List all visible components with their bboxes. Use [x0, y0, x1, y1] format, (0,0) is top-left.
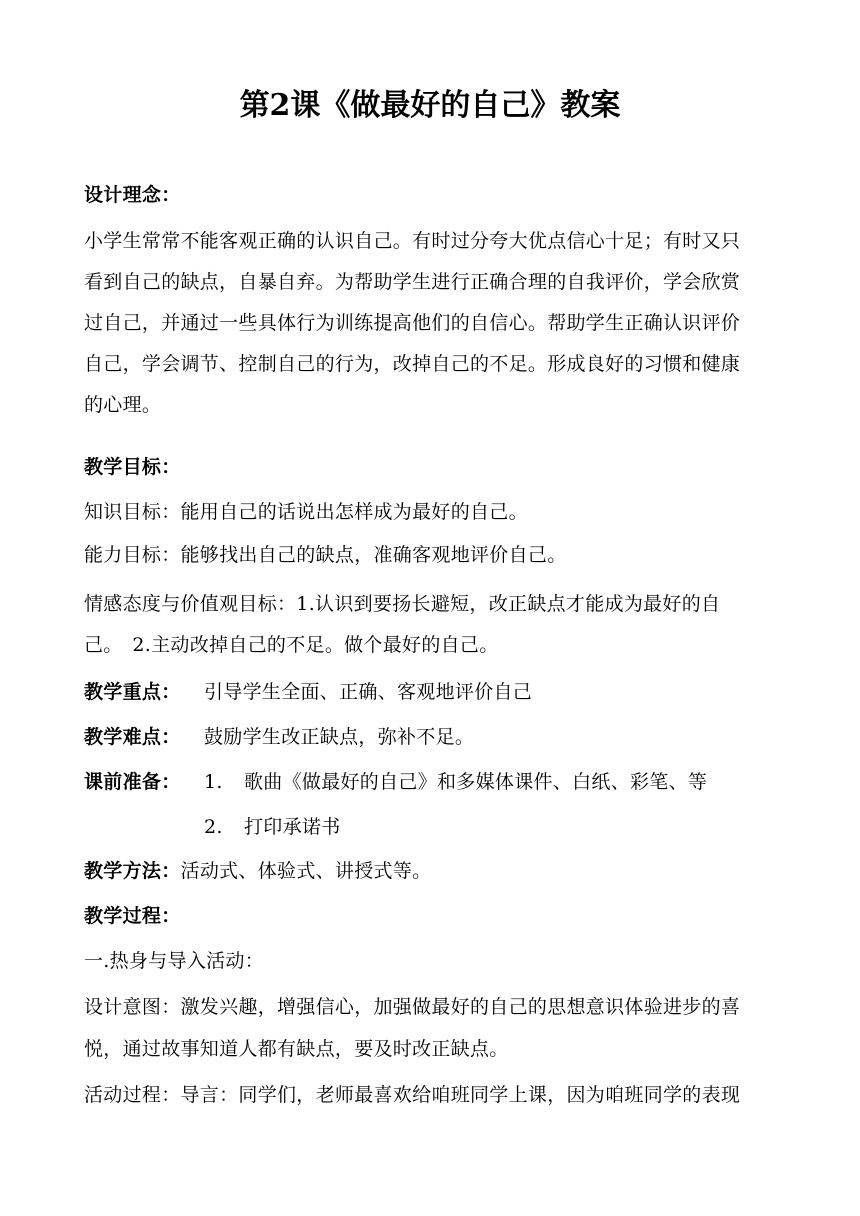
goal-emotion-line: 己。 2.主动改掉自己的不足。做个最好的自己。 — [84, 634, 499, 656]
goal-knowledge: 知识目标：能用自己的话说出怎样成为最好的自己。 — [84, 501, 528, 523]
goals-heading: 教学目标： — [84, 456, 181, 478]
concept-heading: 设计理念： — [84, 184, 181, 206]
document-title: 第2课《做最好的自己》教案 — [239, 88, 621, 123]
method-value: 活动式、体验式、讲授式等。 — [180, 860, 432, 882]
concept-line: 小学生常常不能客观正确的认识自己。有时过分夸大优点信心十足；有时又只 — [84, 230, 741, 252]
concept-line: 自己，学会调节、控制自己的行为，改掉自己的不足。形成良好的习惯和健康 — [84, 353, 741, 375]
key-point-value: 引导学生全面、正确、客观地评价自己 — [204, 681, 533, 703]
prep-item-number: 1. — [204, 771, 223, 793]
method-label: 教学方法： — [84, 860, 181, 882]
concept-line: 看到自己的缺点，自暴自弃。为帮助学生进行正确合理的自我评价，学会欣赏 — [84, 271, 741, 293]
activity-line: 活动过程：导言：同学们，老师最喜欢给咱班同学上课，因为咱班同学的表现 — [84, 1084, 741, 1106]
prep-item-text: 歌曲《做最好的自己》和多媒体课件、白纸、彩笔、等 — [244, 771, 708, 793]
method-row — [84, 856, 784, 886]
goal-emotion-line: 情感态度与价值观目标：1.认识到要扬长避短，改正缺点才能成为最好的自 — [84, 593, 721, 615]
process-heading: 教学过程： — [84, 905, 181, 927]
difficulty-value: 鼓励学生改正缺点，弥补不足。 — [204, 726, 475, 748]
key-point-row — [84, 677, 784, 707]
key-point-label: 教学重点： — [84, 681, 181, 703]
goal-ability: 能力目标：能够找出自己的缺点，准确客观地评价自己。 — [84, 544, 567, 566]
prep-row — [84, 812, 784, 842]
prep-item-number: 2. — [204, 816, 223, 838]
intent-line: 悦，通过故事知道人都有缺点，要及时改正缺点。 — [84, 1038, 509, 1060]
step1-title: 一.热身与导入活动： — [84, 950, 265, 972]
intent-line: 设计意图：激发兴趣，增强信心，加强做最好的自己的思想意识体验进步的喜 — [84, 996, 741, 1018]
prep-label: 课前准备： — [84, 771, 181, 793]
concept-line: 的心理。 — [84, 394, 162, 416]
difficulty-row — [84, 722, 784, 752]
difficulty-label: 教学难点： — [84, 726, 181, 748]
concept-line: 过自己，并通过一些具体行为训练提高他们的自信心。帮助学生正确认识评价 — [84, 312, 741, 334]
prep-row — [84, 767, 784, 797]
prep-item-text: 打印承诺书 — [244, 816, 341, 838]
